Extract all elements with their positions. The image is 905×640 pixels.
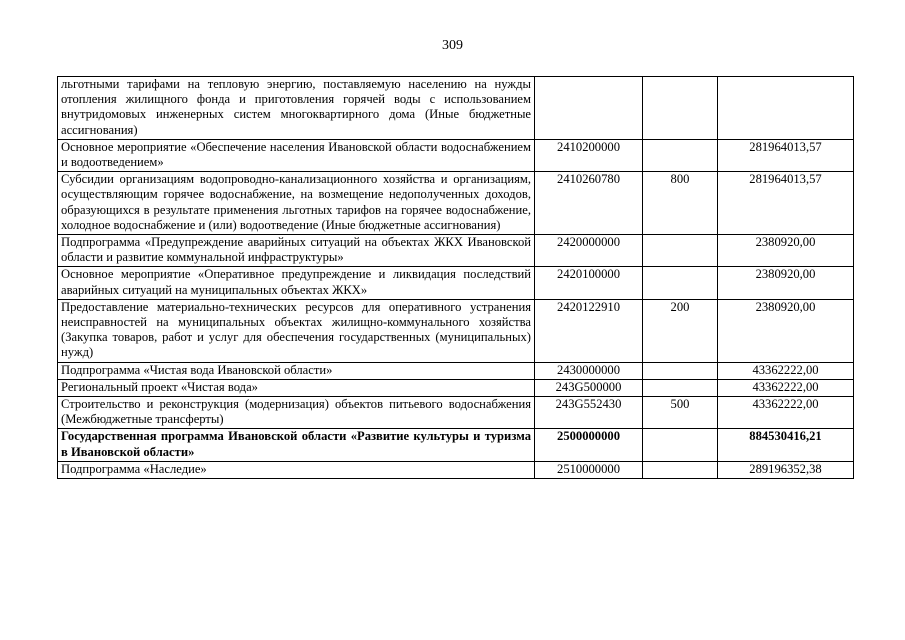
row-expense-type-cell <box>643 77 718 140</box>
row-expense-type-cell <box>643 362 718 379</box>
table-row <box>58 461 854 478</box>
row-expense-type-cell <box>643 139 718 171</box>
row-code-cell: 2420122910 <box>535 299 643 362</box>
table-row <box>58 267 854 299</box>
row-name-cell: Подпрограмма «Наследие» <box>58 461 535 478</box>
table-row <box>58 362 854 379</box>
row-name-cell: Подпрограмма «Чистая вода Ивановской области» <box>58 362 535 379</box>
row-sum-cell: 281964013,57 <box>718 139 854 171</box>
row-code-cell: 2410200000 <box>535 139 643 171</box>
row-expense-type-cell: 800 <box>643 172 718 235</box>
row-name-cell: Предоставление материально-технических ресурсов для оперативного устранения неисправностей на муниципальных объектах жилищно-коммунального хозяйства (Закупка товаров, работ и услуг для обеспечения государственных (муниципальных) нужд) <box>58 299 535 362</box>
row-sum-cell: 2380920,00 <box>718 299 854 362</box>
page-number: 309 <box>442 38 463 53</box>
row-name-cell: Основное мероприятие «Обеспечение населения Ивановской области водоснабжением и водоотведением» <box>58 139 535 171</box>
table-row <box>58 172 854 235</box>
row-sum-cell <box>718 77 854 140</box>
row-expense-type-cell <box>643 429 718 461</box>
row-sum-cell: 2380920,00 <box>718 267 854 299</box>
row-expense-type-cell: 500 <box>643 397 718 429</box>
row-code-cell: 2500000000 <box>535 429 643 461</box>
row-code-cell: 243G552430 <box>535 397 643 429</box>
row-name-cell: Государственная программа Ивановской области «Развитие культуры и туризма в Ивановской области» <box>58 429 535 461</box>
row-expense-type-cell <box>643 379 718 396</box>
row-sum-cell: 43362222,00 <box>718 362 854 379</box>
row-code-cell <box>535 77 643 140</box>
table-row <box>58 299 854 362</box>
row-sum-cell: 2380920,00 <box>718 235 854 267</box>
row-code-cell: 243G500000 <box>535 379 643 396</box>
row-sum-cell: 43362222,00 <box>718 379 854 396</box>
table-row <box>58 397 854 429</box>
row-name-cell: Региональный проект «Чистая вода» <box>58 379 535 396</box>
row-name-cell: льготными тарифами на тепловую энергию, поставляемую населению на нужды отопления жилищного фонда и приготовления горячей воды с использованием внутридомовых инженерных систем многоквартирного дома (Иные бюджетные ассигнования) <box>58 77 535 140</box>
budget-table-body <box>58 77 854 479</box>
row-code-cell: 2430000000 <box>535 362 643 379</box>
row-expense-type-cell <box>643 461 718 478</box>
row-name-cell: Строительство и реконструкция (модернизация) объектов питьевого водоснабжения (Межбюджетные трансферты) <box>58 397 535 429</box>
row-name-cell: Подпрограмма «Предупреждение аварийных ситуаций на объектах ЖКХ Ивановской области и развитие коммунальной инфраструктуры» <box>58 235 535 267</box>
table-row <box>58 379 854 396</box>
row-expense-type-cell <box>643 267 718 299</box>
row-sum-cell: 43362222,00 <box>718 397 854 429</box>
row-code-cell: 2410260780 <box>535 172 643 235</box>
row-sum-cell: 281964013,57 <box>718 172 854 235</box>
row-sum-cell: 289196352,38 <box>718 461 854 478</box>
row-code-cell: 2510000000 <box>535 461 643 478</box>
row-name-cell: Субсидии организациям водопроводно-канализационного хозяйства и организациям, осуществляющим горячее водоснабжение, на возмещение недополученных доходов, образующихся в результате применения льготных тарифов на горячее водоснабжение, холодное водоснабжение и (или) водоотведение (Иные бюджетные ассигнования) <box>58 172 535 235</box>
row-expense-type-cell: 200 <box>643 299 718 362</box>
row-sum-cell: 884530416,21 <box>718 429 854 461</box>
budget-table <box>57 76 854 479</box>
row-expense-type-cell <box>643 235 718 267</box>
table-row <box>58 235 854 267</box>
table-row <box>58 139 854 171</box>
table-row <box>58 77 854 140</box>
row-code-cell: 2420100000 <box>535 267 643 299</box>
row-code-cell: 2420000000 <box>535 235 643 267</box>
row-name-cell: Основное мероприятие «Оперативное предупреждение и ликвидация последствий аварийных ситуаций на муниципальных объектах ЖКХ» <box>58 267 535 299</box>
table-row <box>58 429 854 461</box>
